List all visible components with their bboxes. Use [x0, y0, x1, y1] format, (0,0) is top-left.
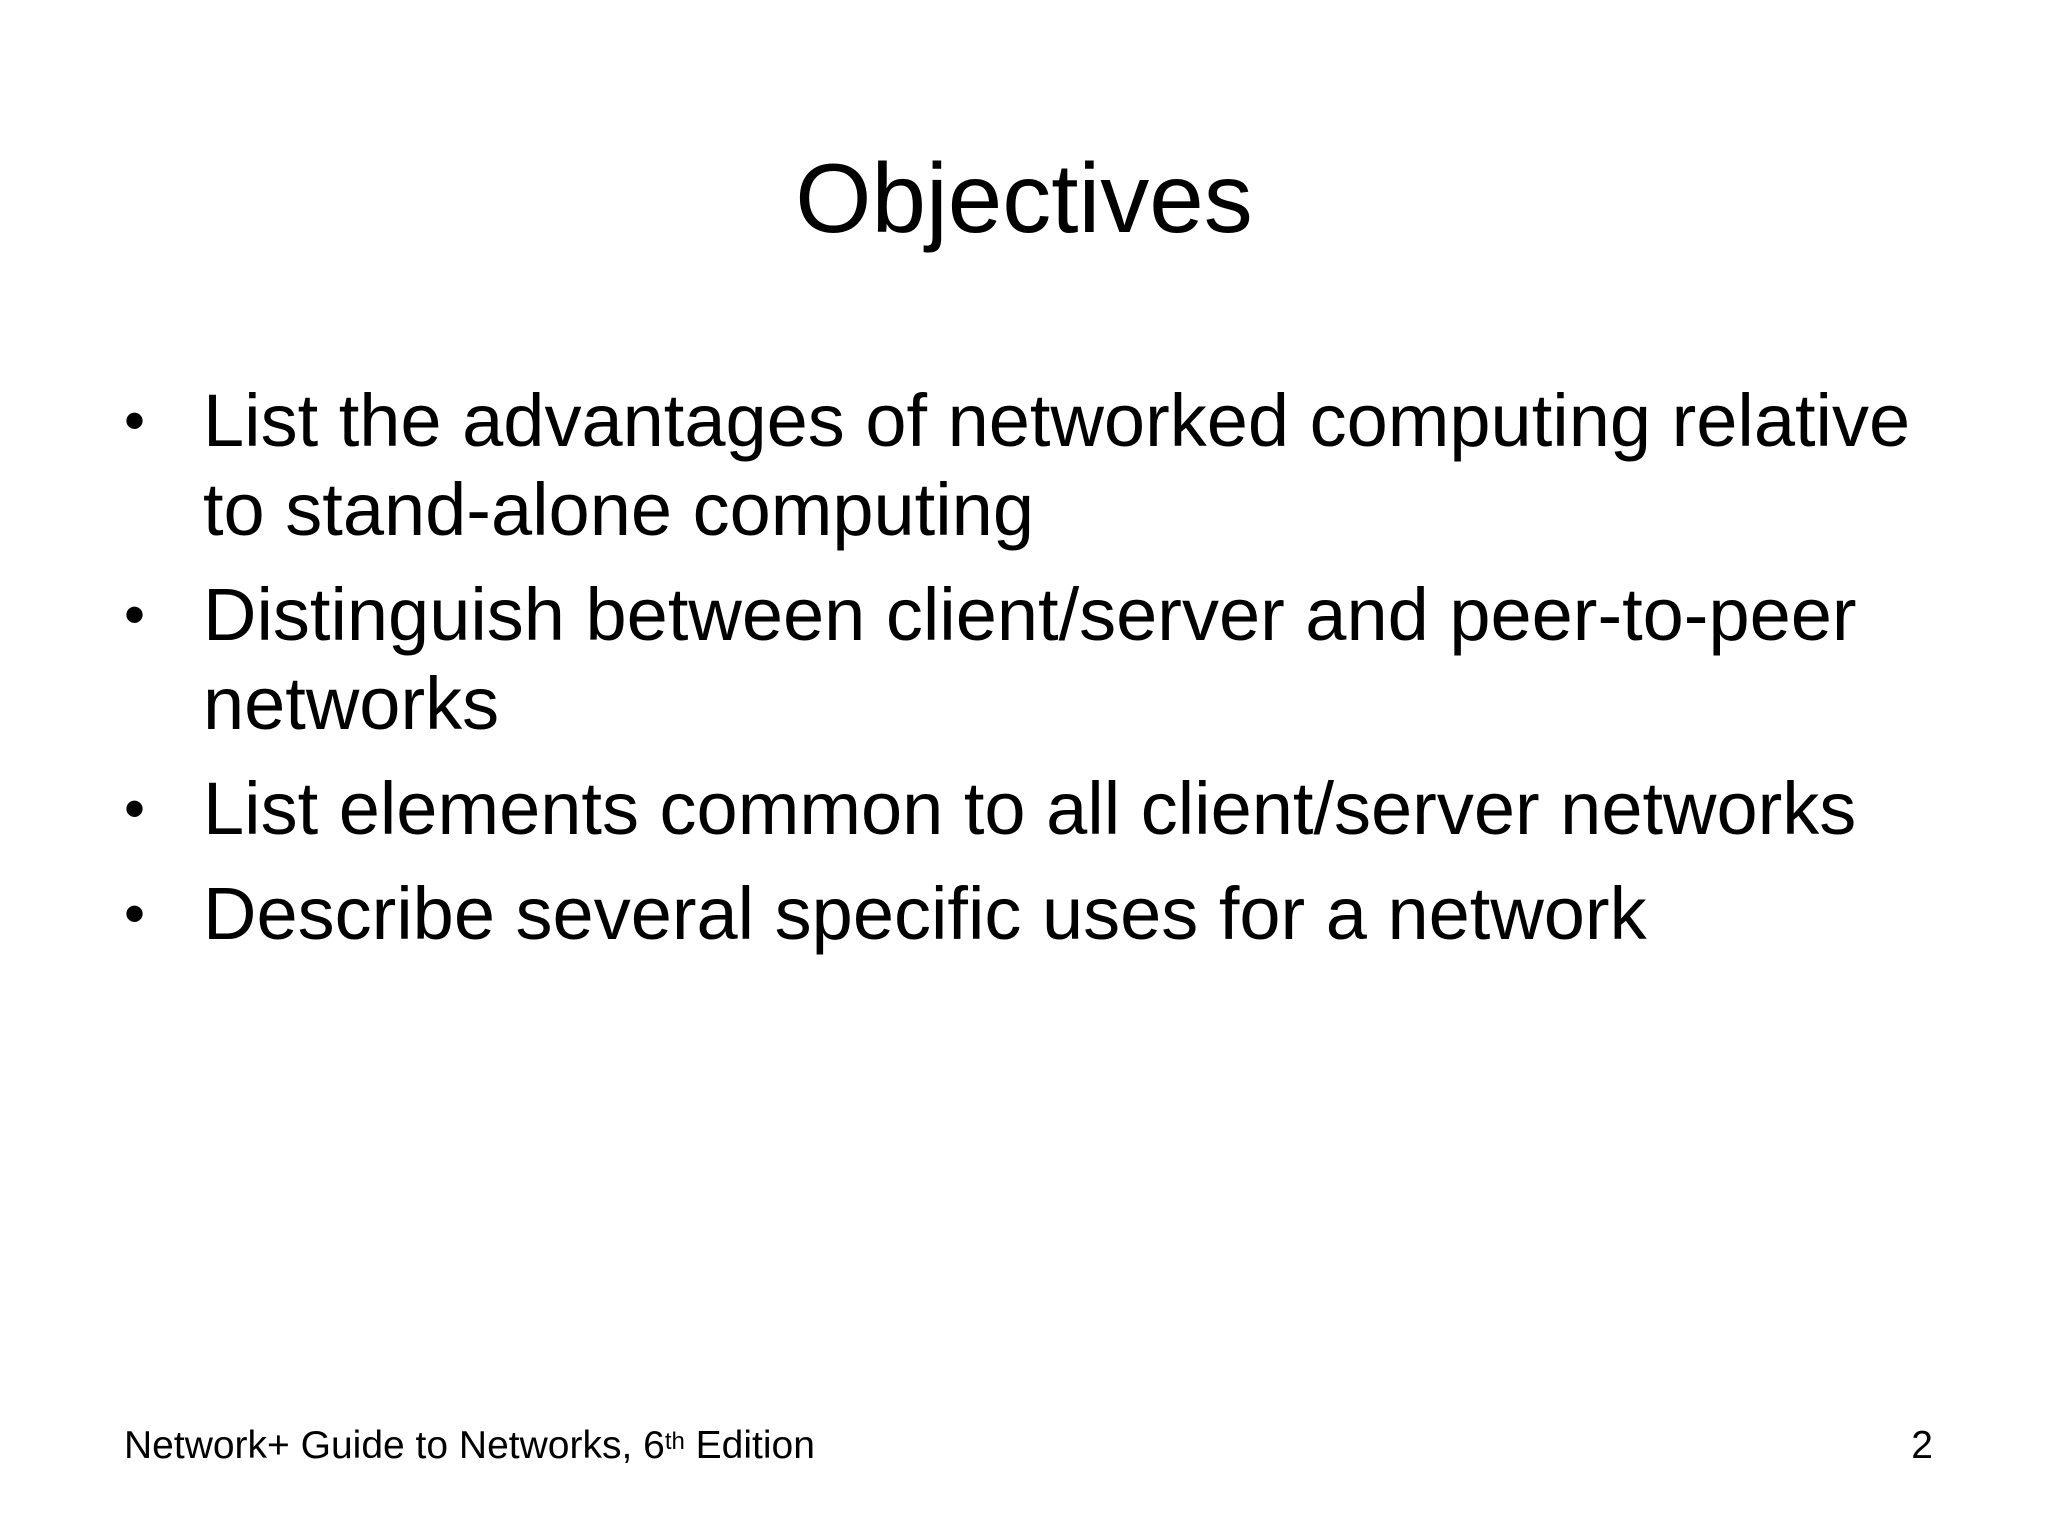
bullet-icon: •: [124, 775, 146, 842]
bullet-icon: •: [124, 581, 146, 648]
objectives-list: [124, 376, 1944, 974]
page-number: 2: [1911, 1424, 1933, 1467]
slide-title: Objectives: [795, 143, 1253, 253]
list-item-text: List elements common to all client/server networks: [203, 767, 1857, 850]
footer-book-superscript: th: [664, 1428, 685, 1455]
bullet-icon: •: [124, 387, 146, 454]
list-item: [124, 376, 1944, 554]
list-item-text: Distinguish between client/server and peer-to-peer networks: [203, 573, 1857, 745]
list-item-text: Describe several specific uses for a network: [203, 872, 1647, 955]
footer-book-title: [124, 1422, 815, 1470]
bullet-icon: •: [124, 880, 146, 947]
footer-book-suffix: Edition: [684, 1424, 815, 1467]
list-item: [124, 869, 1944, 958]
list-item: [124, 764, 1944, 853]
list-item: [124, 570, 1944, 748]
footer-book-prefix: Network+ Guide to Networks, 6: [124, 1424, 665, 1467]
list-item-text: List the advantages of networked computing relative to stand-alone computing: [203, 379, 1911, 551]
